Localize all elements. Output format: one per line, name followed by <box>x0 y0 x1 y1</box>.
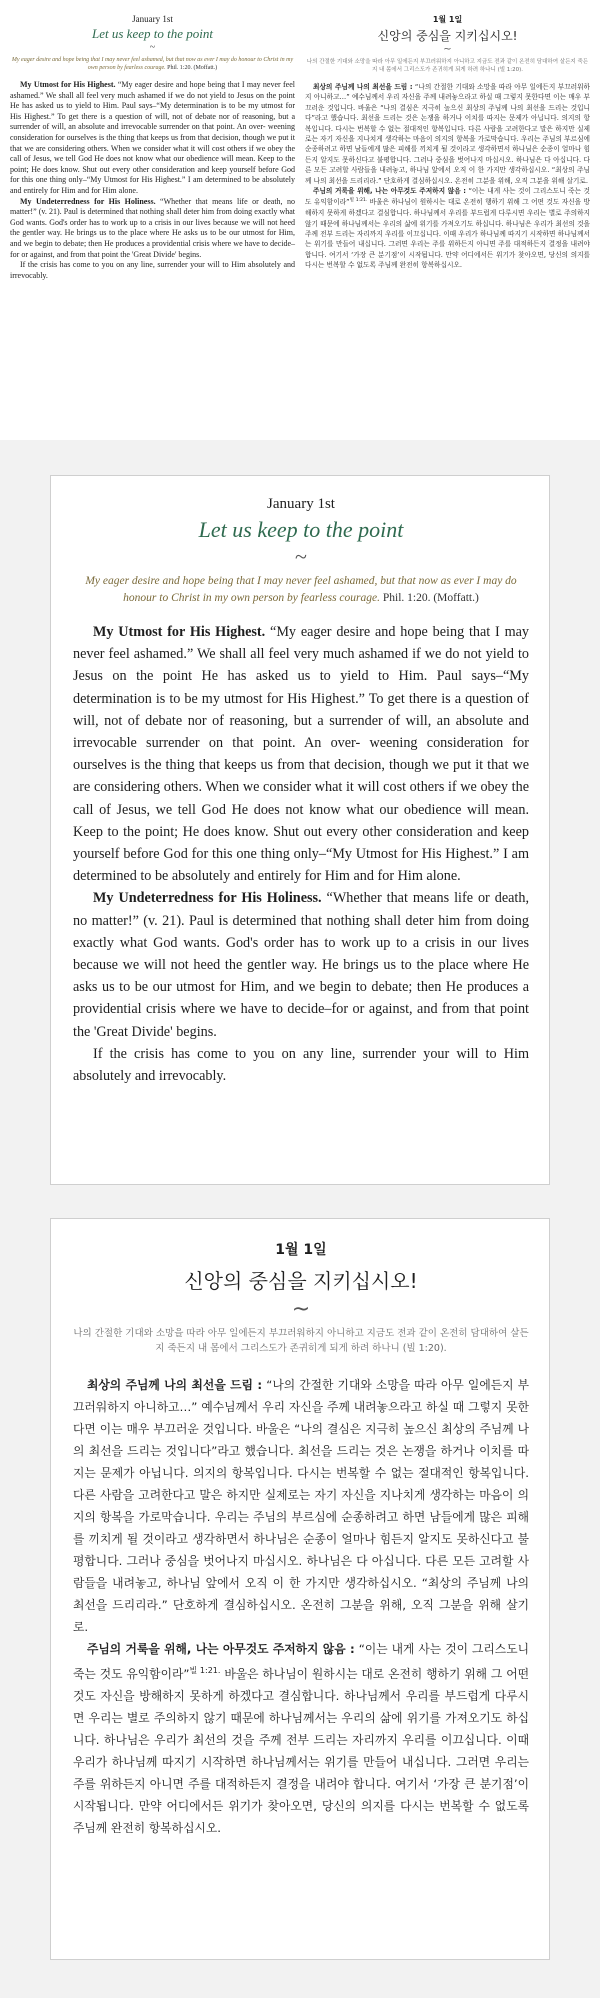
preview-english-page <box>10 14 295 281</box>
preview-ko-p1-heading: 최상의 주님께 나의 최선을 드림 : <box>313 83 413 91</box>
preview-en-paragraph-2 <box>10 197 295 261</box>
ko-lead <box>73 1326 529 1356</box>
en-title: Let us keep to the point <box>198 517 404 542</box>
preview-en-paragraph-3: If the crisis has come to you on any line, surrender your will to Him absolutely and irrevocably. <box>10 260 295 280</box>
preview-en-p2-heading: My Undeterredness for His Holiness. <box>20 196 156 206</box>
preview-korean-page <box>305 14 590 271</box>
en-paragraph-2 <box>73 887 529 1042</box>
ko-p2-body-a: “이는 내게 사는 것이 그리스도니 죽는 것도 유익함이라” <box>73 1642 529 1681</box>
ko-paragraph-1 <box>73 1374 529 1638</box>
en-lead-ref: Phil. 1:20. (Moffatt.) <box>382 592 479 604</box>
ko-title: 신앙의 중심을 지키십시오! <box>184 1269 418 1293</box>
preview-en-p1-body: “My eager desire and hope being that I may never feel ashamed.” We shall all feel very much ashamed if we do not yield to Jesus on the point He has asked us to yield to Him. Paul says–“My determination is to be my utmost for His Highest.” To get there is a question of will, not of debate nor of reasoning, but a surrender of will, an absolute and irrevocable surrender on that point. An over- weening consideration for ourselves is the thing that keeps us from that decision, though we put it that we are considering others. When we consider what it will cost others if we obey the call of Jesus, we tell God He does not know what our obedience will mean. Keep to the point; He does know. Shut out every other consideration and keep yourself before God for this one thing only–“My Utmost for His Highest.” I am determined to be absolutely and entirely for Him and for Him alone. <box>10 80 295 195</box>
en-paragraph-1 <box>73 621 529 887</box>
preview-ko-lead-text: 나의 간절한 기대와 소망을 따라 아무 일에든지 부끄러워하지 아니하고 지금도 전과 같이 온전히 담대하여 살든지 죽든지 내 몸에서 그리스도가 존귀히게 되게 하려 하나니 <box>306 59 589 73</box>
preview-ko-lead-ref: (빌 1:20). <box>497 67 524 73</box>
english-page-content <box>73 496 529 1087</box>
preview-ko-p2-body-a: “이는 내게 사는 것이 그리스도니 죽는 것도 유익함이라” <box>305 187 590 207</box>
preview-en-p2-body: “Whether that means life or death, no matter!” (v. 21). Paul is determined that nothing shall deter him from doing exactly what God wants. God's order has to work up to a crisis in our lives because we will not heed the gentler way. He brings us to the place where He asks us to be our utmost for Him, and we begin to debate; then He produces a providential crisis where we have to decide–for or against, and from that point the 'Great Divide' begins. <box>10 196 296 259</box>
preview-en-date: January 1st <box>132 14 173 24</box>
en-lead-text: My eager desire and hope being that I may never feel ashamed, but that now as ever I may do honour to Christ in my own person by fearless courage. <box>85 575 517 604</box>
preview-en-paragraph-1 <box>10 80 295 197</box>
preview-en-lead-text: My eager desire and hope being that I may never feel ashamed, but that now as ever I may do honour to Christ in my own person by fearless courage. <box>11 57 294 71</box>
preview-ko-date: 1월 1일 <box>432 15 463 24</box>
korean-page-card <box>50 1218 550 1960</box>
en-p1-heading: My Utmost for His Highest. <box>93 624 266 640</box>
preview-en-title: Let us keep to the point <box>92 26 213 41</box>
preview-en-ornament-icon: ~ <box>149 42 156 53</box>
ko-p2-ref: 빌 1:21. <box>189 1666 221 1675</box>
preview-ko-p2-body-b: 바울은 하나님이 원하시는 대로 온전히 행하기 위해 그 어떤 것도 자신을 방해하지 못하게 하겠다고 결심합니다. 하나님께서 우리를 부드럽게 다루시면 우리는 별로 주의하지 않기 때문에 하나님께서는 우리의 삶에 위기를 가져오기도 하십니다. 하나님은 우리가 최선의 것을 주께 전부 드리는 자리까지 우리를 이끄십니다. 이때 우리가 하나님께 따지기 시작하면 하나님께서는 위기를 만들어 내십니다. 그러면 우리는 주를 위하든지 아니면 주를 대적하든지 결정을 내려야 합니다. 여기서 ‘가장 큰 분기점’이 시작됩니다. 만약 어디에서든 위기가 찾아오면, 당신의 의지를 다시는 번복할 수 없도록 주님께 완전히 항복하십시오. <box>305 198 590 270</box>
english-page-card <box>50 475 550 1185</box>
en-p2-heading: My Undeterredness for His Holiness. <box>93 890 322 907</box>
en-date: January 1st <box>267 496 335 512</box>
ko-p1-body: “나의 간절한 기대와 소망을 따라 아무 일에든지 부끄러워하지 아니하고…” 예수님께서 우리 자신을 주께 내려놓으라고 하실 때 그렇지 못한다면 이는 매우 부끄러운 것입니다. 바울은 “나의 결심은 지극히 높으신 최상의 주님께 나의 최선을 드리는 것입니다”라고 했습니다. 최선을 드리는 것은 논쟁을 하거나 이치를 따지는 문제가 아닙니다. 의지의 항복입니다. 다시는 번복할 수 없는 절대적인 항복입니다. 다른 사람을 고려한다고 말은 하지만 실제로는 자기 자신을 지나치게 생각하는 마음이 의지의 항복을 가로막습니다. 우리는 주님의 부르심에 순종하려고 하면 남들에게 많은 피해를 끼치게 될 것이라고 생각하면서 하나님은 순종이 얼마나 힘든지 알지도 못하신다고 불평합니다. 그러나 중심을 벗어나지 마십시오. 하나님은 다 아십니다. 다른 모든 고려할 사람들을 내려놓고, 하나님 앞에서 오직 이 한 가지만 생각하십시오. “최상의 주님께 나의 최선을 드리리라.” 단호하게 결심하십시오. 온전히 그분을 위해, 오직 그분을 위해 살기로. <box>73 1378 530 1634</box>
preview-ko-ornament-icon: ~ <box>443 44 452 55</box>
preview-ko-lead <box>305 58 590 74</box>
ko-ornament-icon: ~ <box>291 1297 311 1322</box>
preview-ko-paragraph-2 <box>305 186 590 270</box>
preview-ko-p2-heading: 주님의 거룩을 위해, 나는 아무것도 주저하지 않음 : <box>313 187 466 196</box>
preview-ko-p1-body: “나의 간절한 기대와 소망을 따라 아무 일에든지 부끄러워하지 아니하고…” 예수님께서 우리 자신을 주께 내려놓으라고 하실 때 그렇지 못한다면 이는 매우 부끄러운 것입니다. 바울은 “나의 결심은 지극히 높으신 최상의 주님께 나의 최선을 드리는 것입니다”라고 했습니다. 최선을 드리는 것은 논쟁을 하거나 이치를 따지는 문제가 아닙니다. 의지의 항복입니다. 다시는 번복할 수 없는 절대적인 항복입니다. 다른 사람을 고려한다고 말은 하지만 실제로는 자기 자신을 지나치게 생각하는 마음이 의지의 항복을 가로막습니다. 우리는 주님의 부르심에 순종하려고 하면 남들에게 많은 피해를 끼치게 될 것이라고 생각하면서 하나님은 순종이 얼마나 힘든지 알지도 못하신다고 불평합니다. 그러나 중심을 벗어나지 마십시오. 하나님은 다 아십니다. 다른 모든 고려할 사람들을 내려놓고, 하나님 앞에서 오직 이 한 가지만 생각하십시오. “최상의 주님께 나의 최선을 드리리라.” 단호하게 결심하십시오. 온전히 그분을 위해, 오직 그분을 위해 살기로. <box>305 83 590 185</box>
ko-date: 1월 1일 <box>275 1242 327 1258</box>
preview-ko-title: 신앙의 중심을 지키십시오! <box>377 29 518 43</box>
en-ornament-icon: ~ <box>295 544 307 569</box>
preview-ko-p2-ref: 빌 1:21. <box>349 198 368 204</box>
en-p2-body: “Whether that means life or death, no matter!” (v. 21). Paul is determined that nothing shall deter him from doing exactly what God wants. God's order has to work up to a crisis in our lives because we will not heed the gentler way. He brings us to the place where He asks us to be our utmost for Him, and we begin to debate; then He produces a providential crisis where we have to decide–for or against, and from that point the 'Great Divide' begins. <box>73 890 530 1040</box>
ko-paragraph-2 <box>73 1638 529 1839</box>
preview-en-p1-heading: My Utmost for His Highest. <box>20 80 116 89</box>
ko-lead-text: 나의 간절한 기대와 소망을 따라 아무 일에든지 부끄러워하지 아니하고 지금도 전과 같이 온전히 담대하여 살든지 죽든지 내 몸에서 그리스도가 존귀히게 되게 하려 하나니 <box>73 1328 529 1354</box>
ko-p1-heading: 최상의 주님께 나의 최선을 드림 : <box>87 1378 263 1392</box>
preview-en-lead <box>10 56 295 72</box>
ko-lead-ref: (빌 1:20). <box>402 1343 447 1354</box>
preview-ko-paragraph-1 <box>305 82 590 186</box>
korean-page-content <box>73 1239 529 1839</box>
en-lead <box>73 573 529 607</box>
preview-en-lead-ref: Phil. 1:20. (Moffatt.) <box>167 65 218 71</box>
en-p1-body: “My eager desire and hope being that I may never feel ashamed.” We shall all feel very much ashamed if we do not yield to Jesus on the point He has asked us to yield to Him. Paul says–“My determination is to be my utmost for His Highest.” To get there is a question of will, not of debate nor of reasoning, but a surrender of will, an absolute and irrevocable surrender on that point. An over- weening consideration for ourselves is the thing that keeps us from that decision, though we put it that we are considering others. When we consider what it will cost others if we obey the call of Jesus, we tell God He does not know what our obedience will mean. Keep to the point; He does know. Shut out every other consideration and keep yourself before God for this one thing only–“My Utmost for His Highest.” I am determined to be absolutely and entirely for Him and for Him alone. <box>73 624 529 885</box>
spread-preview <box>0 0 600 440</box>
ko-p2-heading: 주님의 거룩을 위해, 나는 아무것도 주저하지 않음 : <box>87 1642 355 1656</box>
en-paragraph-3: If the crisis has come to you on any line, surrender your will to Him absolutely and irrevocably. <box>73 1045 529 1085</box>
ko-p2-body-b: 바울은 하나님이 원하시는 대로 온전히 행하기 위해 그 어떤 것도 자신을 방해하지 못하게 하겠다고 결심합니다. 하나님께서 우리를 부드럽게 다루시면 우리는 별로 주의하지 않기 때문에 하나님께서는 우리의 삶에 위기를 가져오기도 하십니다. 하나님은 우리가 최선의 것을 주께 전부 드리는 자리까지 우리를 이끄십니다. 이때 우리가 하나님께 따지기 시작하면 하나님께서는 위기를 만들어 내십니다. 그러면 우리는 주를 위하든지 아니면 주를 대적하든지 결정을 내려야 합니다. 여기서 ‘가장 큰 분기점’이 시작됩니다. 만약 어디에서든 위기가 찾아오면, 당신의 의지를 다시는 번복할 수 없도록 주님께 완전히 항복하십시오. <box>73 1666 530 1835</box>
